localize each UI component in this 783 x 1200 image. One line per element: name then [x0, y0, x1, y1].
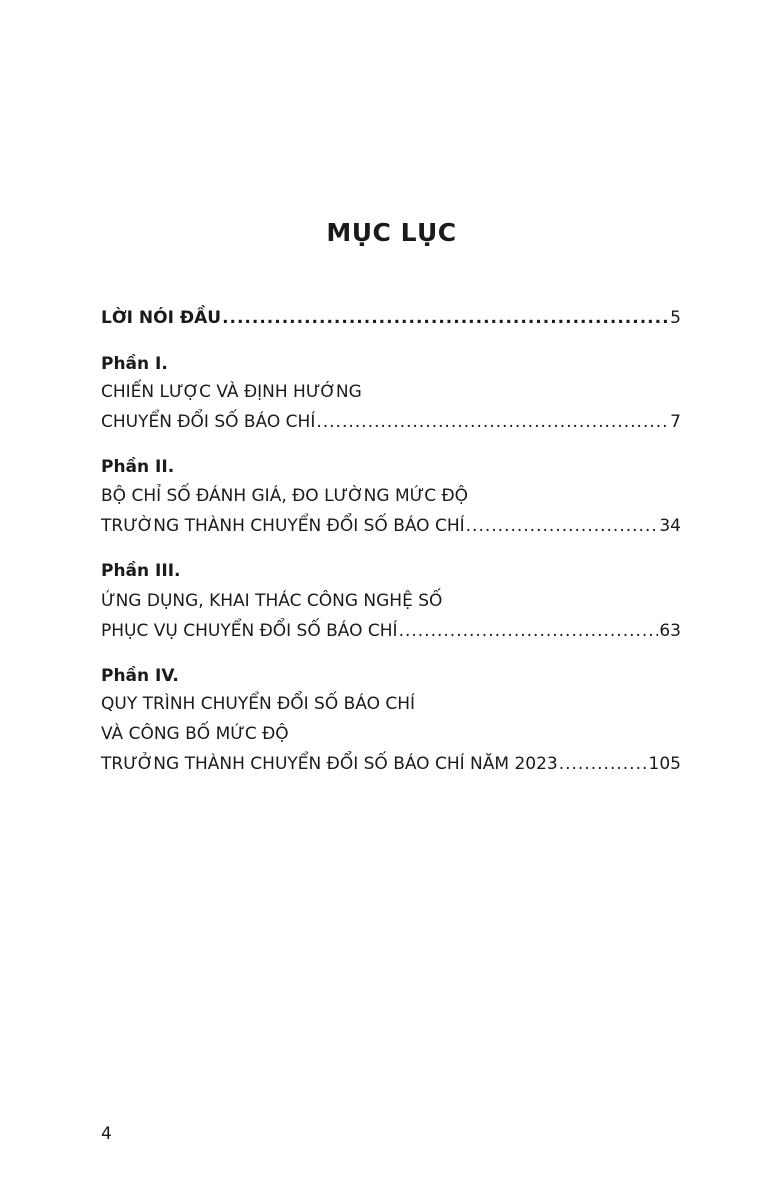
toc-page-number: 7: [670, 412, 681, 432]
toc-entry-line: BỘ CHỈ SỐ ĐÁNH GIÁ, ĐO LƯỜNG MỨC ĐỘ: [101, 486, 469, 506]
toc-page-number: 105: [648, 754, 681, 774]
dot-leader: [222, 306, 669, 330]
part-heading: Phần I.: [101, 354, 168, 374]
toc-page-number: 63: [659, 621, 681, 641]
page-title: MỤC LỤC: [326, 218, 457, 247]
toc-entry-line: QUY TRÌNH CHUYỂN ĐỔI SỐ BÁO CHÍ: [101, 694, 416, 714]
toc-entry-line: VÀ CÔNG BỐ MỨC ĐỘ: [101, 724, 289, 744]
toc-entry-part-3[interactable]: [101, 619, 681, 643]
toc-entry-part-1[interactable]: [101, 410, 681, 434]
toc-page-number: 5: [670, 308, 681, 328]
toc-entry-preface[interactable]: [101, 306, 681, 330]
part-heading: Phần IV.: [101, 666, 179, 686]
toc-entry-part-2[interactable]: [101, 514, 681, 538]
dot-leader: [316, 410, 669, 434]
part-heading: Phần II.: [101, 457, 175, 477]
dot-leader: [559, 752, 648, 776]
toc-page-number: 34: [659, 516, 681, 536]
dot-leader: [466, 514, 659, 538]
toc-entry-line: ỨNG DỤNG, KHAI THÁC CÔNG NGHỆ SỐ: [101, 591, 443, 611]
page-number: 4: [101, 1124, 112, 1144]
toc-entry-part-4[interactable]: [101, 752, 681, 776]
toc-entry-label: TRƯỜNG THÀNH CHUYỂN ĐỔI SỐ BÁO CHÍ: [101, 516, 465, 536]
part-heading: Phần III.: [101, 561, 181, 581]
toc-entry-label: LỜI NÓI ĐẦU: [101, 308, 222, 328]
toc-entry-label: TRƯỞNG THÀNH CHUYỂN ĐỔI SỐ BÁO CHÍ NĂM 2023: [101, 754, 558, 774]
dot-leader: [399, 619, 659, 643]
toc-entry-label: CHUYỂN ĐỔI SỐ BÁO CHÍ: [101, 412, 316, 432]
toc-entry-line: CHIẾN LƯỢC VÀ ĐỊNH HƯỚNG: [101, 382, 362, 402]
toc-entry-label: PHỤC VỤ CHUYỂN ĐỔI SỐ BÁO CHÍ: [101, 621, 398, 641]
